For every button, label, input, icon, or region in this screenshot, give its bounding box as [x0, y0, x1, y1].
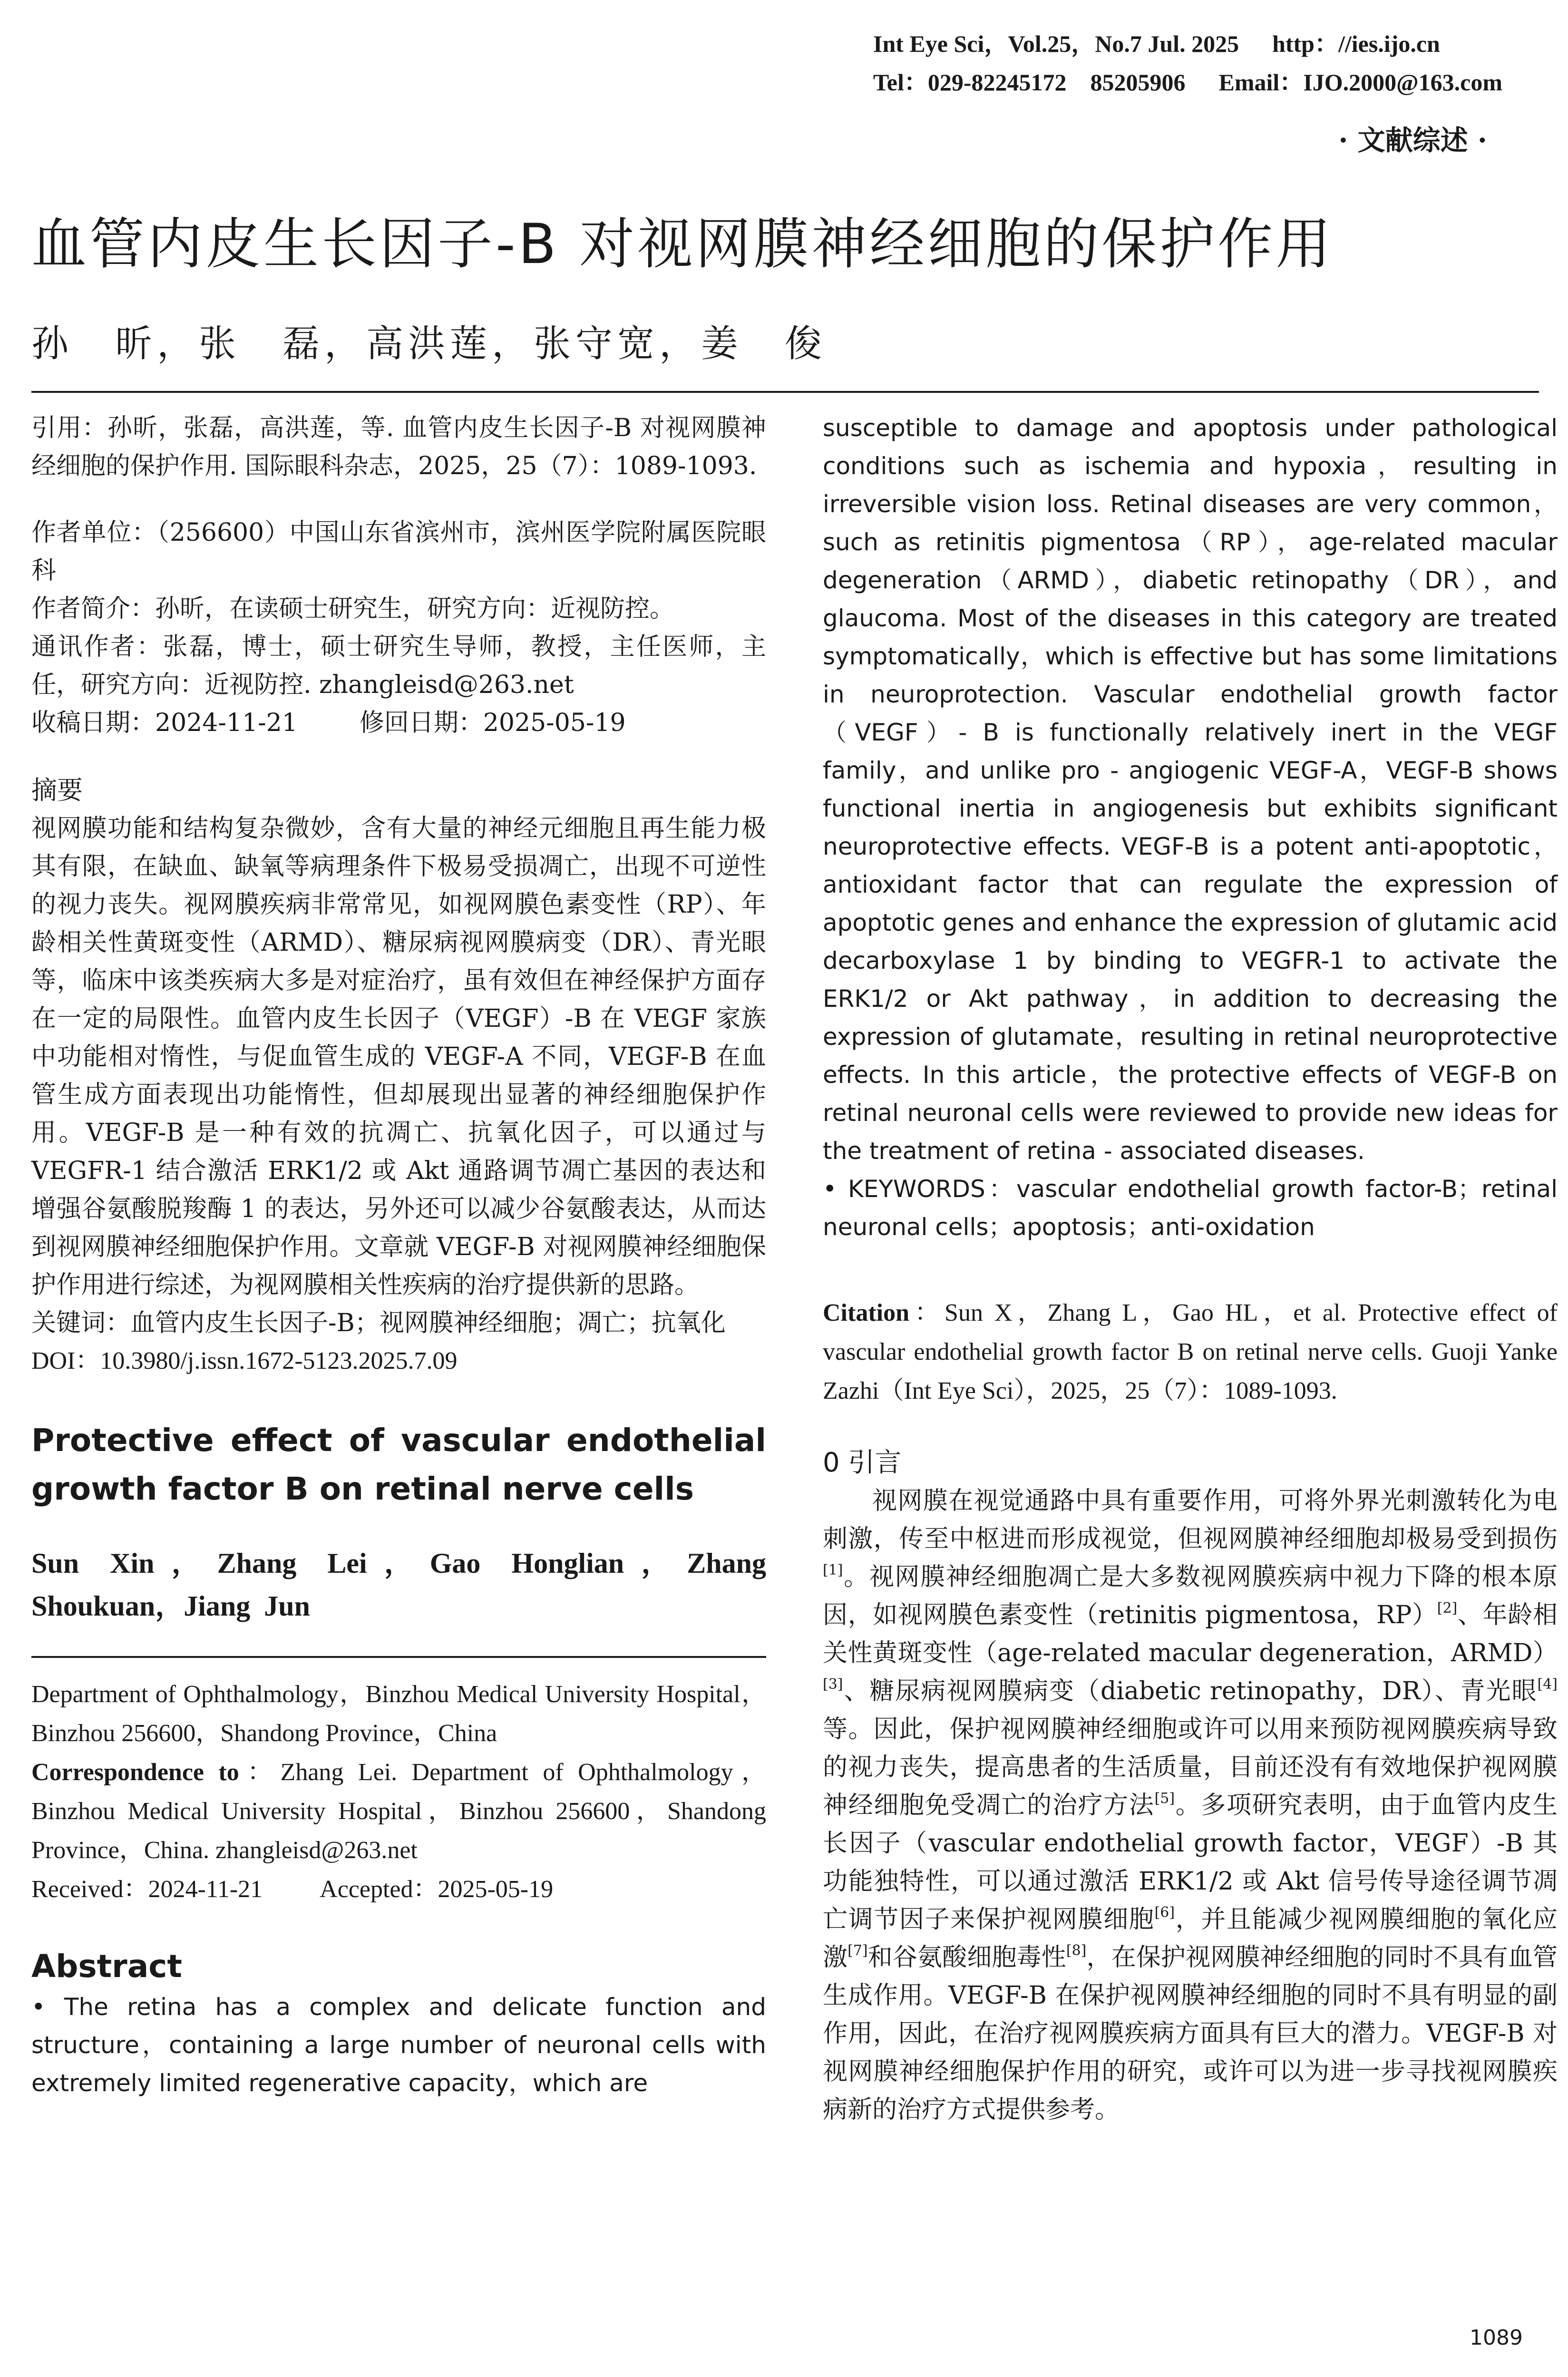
author-bio — [31, 590, 766, 628]
abstract-en-start: • The retina has a complex and delicate function and structure，containing a large number of neuronal cells with extremely limited regenerative capacity，which are — [31, 1993, 766, 2097]
correspondence-text: ：Zhang Lei. Department of Ophthalmology，Binzhou Medical University Hospital，Binzhou 256600，Shandong Province，China. zhangleisd@263.net — [31, 1759, 766, 1864]
affiliation-text: （256600）中国山东省滨州市，滨州医学院附属医院眼科 — [31, 518, 766, 585]
intro-text-5: 等。因此，保护视网膜神经细胞或许可以用来预防视网膜疾病导致的视力丧失，提高患者的生活质量，目前还没有有效地保护视网膜神经细胞免受凋亡的治疗方法 — [823, 1715, 1558, 1820]
citation-en-label: Citation — [823, 1299, 909, 1326]
intro-text-6: 。多项研究表明，由于血管内皮生长因子（vascular endothelial growth factor，VEGF）-B 其功能独特性，可以通过激活 ERK1/2 或 Akt 信号传导途径调节凋亡调节因子来保护视网膜细胞 — [823, 1791, 1558, 1934]
bio-label: 作者简介： — [31, 594, 156, 623]
journal-tel: Tel：029-82245172 85205906 — [873, 69, 1186, 96]
english-received: Received：2024-11-21 — [31, 1876, 263, 1903]
intro-text-9: ，在保护视网膜神经细胞的同时不具有血管生成作用。VEGF-B 在保护视网膜神经细胞的同时不具有明显的副作用，因此，在治疗视网膜疾病方面具有巨大的潜力。VEGF-B 对视网膜神经细胞保护作用的研究，或许可以为进一步寻找视网膜疾病新的治疗方式提供参考。 — [823, 1943, 1558, 2124]
received-date: 收稿日期：2024-11-21 — [31, 709, 298, 737]
correspondence-label: Correspondence to — [31, 1759, 239, 1786]
keywords-en — [823, 1170, 1558, 1246]
journal-header-line2 — [873, 63, 1502, 97]
left-column — [31, 409, 766, 2102]
abstract-en-continued: susceptible to damage and apoptosis under pathological conditions such as ischemia and hypoxia，resulting in irreversible vision loss. Retinal diseases are very common，such as retinitis pigmentosa（RP），age-related macular degeneration（ARMD），diabetic retinopathy（DR），and glaucoma. Most of the diseases in this category are treated symptomatically，which is effective but has some limitations in neuroprotection. Vascular endothelial growth factor（VEGF）- B is functionally relatively inert in the VEGF family，and unlike pro - angiogenic VEGF-A，VEGF-B shows functional inertia in angiogenesis but exhibits significant neuroprotective effects. VEGF-B is a potent anti-apoptotic，antioxidant factor that can regulate the expression of apoptotic genes and enhance the expression of glutamic acid decarboxylase 1 by binding to VEGFR-1 to activate the ERK1/2 or Akt pathway，in addition to decreasing the expression of glutamate，resulting in retinal neuroprotective effects. In this article，the protective effects of VEGF-B on retinal neuronal cells were reviewed to provide new ideas for the treatment of retina - associated diseases. — [823, 414, 1558, 1165]
citation-en — [823, 1294, 1558, 1411]
citation-en-text: ：Sun X，Zhang L，Gao HL，et al. Protective effect of vascular endothelial growth factor B on retinal nerve cells. Guoji Yanke Zazhi（Int Eye Sci），2025，25（7）：1089-1093. — [823, 1299, 1558, 1404]
citation-ref-2[interactable]: [2] — [1437, 1600, 1458, 1617]
citation-ref-7[interactable]: [7] — [847, 1942, 868, 1959]
english-dates — [31, 1870, 766, 1909]
corresponding-author — [31, 628, 766, 704]
keywords-label: 关键词： — [31, 1309, 131, 1337]
citation-text: 孙昕，张磊，高洪莲，等. 血管内皮生长因子-B 对视网膜神经细胞的保护作用. 国际眼科杂志，2025，25（7）：1089-1093. — [31, 414, 766, 480]
keywords-text: 血管内皮生长因子-B；视网膜神经细胞；凋亡；抗氧化 — [130, 1309, 726, 1337]
citation-cn — [31, 409, 766, 485]
citation-label: 引用： — [31, 414, 107, 442]
authors-rule — [31, 1656, 766, 1658]
page-number: 1089 — [1470, 2326, 1523, 2350]
article-title: 血管内皮生长因子-B 对视网膜神经细胞的保护作用 — [31, 212, 1334, 276]
affiliation-label: 作者单位： — [31, 518, 157, 547]
keywords-en-label: • KEYWORDS — [823, 1175, 985, 1203]
citation-ref-6[interactable]: [6] — [1154, 1904, 1175, 1921]
corr-label: 通讯作者： — [31, 633, 163, 661]
intro-text-2: 。视网膜神经细胞凋亡是大多数视网膜疾病中视力下降的根本原因，如视网膜色素变性（retinitis pigmentosa，RP） — [823, 1563, 1558, 1629]
intro-text-4: 、糖尿病视网膜病变（diabetic retinopathy，DR）、青光眼 — [843, 1677, 1538, 1705]
keywords-en-text: ：vascular endothelial growth factor-B；retinal neuronal cells；apoptosis；anti-oxidation — [823, 1175, 1558, 1241]
bio-text: 孙昕，在读硕士研究生，研究方向：近视防控。 — [155, 594, 675, 623]
intro-text-3: 、年龄相关性黄斑变性（age-related macular degeneration，ARMD） — [823, 1601, 1558, 1667]
doi[interactable]: DOI：10.3980/j.issn.1672-5123.2025.7.09 — [31, 1347, 458, 1374]
english-title: Protective effect of vascular endothelial growth factor B on retinal nerve cells — [31, 1422, 766, 1507]
english-affiliation: Department of Ophthalmology，Binzhou Medical University Hospital，Binzhou 256600，Shandong Province，China — [31, 1681, 766, 1747]
revised-date: 修回日期：2025-05-19 — [359, 709, 626, 737]
title-rule — [31, 391, 1539, 393]
citation-ref-5[interactable]: [5] — [1154, 1790, 1175, 1807]
abstract-cn: 视网膜功能和结构复杂微妙，含有大量的神经元细胞且再生能力极其有限，在缺血、缺氧等病理条件下极易受损凋亡，出现不可逆性的视力丧失。视网膜疾病非常常见，如视网膜色素变性（RP）、年龄相关性黄斑变性（ARMD）、糖尿病视网膜病变（DR）、青光眼等，临床中该类疾病大多是对症治疗，虽有效但在神经保护方面存在一定的局限性。血管内皮生长因子（VEGF）-B 在 VEGF 家族中功能相对惰性，与促血管生成的 VEGF-A 不同，VEGF-B 在血管生成方面表现出功能惰性，但却展现出显著的神经细胞保护作用。VEGF-B 是一种有效的抗凋亡、抗氧化因子，可以通过与 VEGFR-1 结合激活 ERK1/2 或 Akt 通路调节凋亡基因的表达和增强谷氨酸脱羧酶 1 的表达，另外还可以减少谷氨酸表达，从而达到视网膜神经细胞保护作用。文章就 VEGF-B 对视网膜神经细胞保护作用进行综述，为视网膜相关性疾病的治疗提供新的思路。 — [31, 814, 766, 1299]
right-column — [823, 409, 1558, 2129]
affiliation-cn — [31, 514, 766, 590]
english-authors: Sun Xin，Zhang Lei，Gao Honglian，Zhang Shoukuan，Jiang Jun — [31, 1548, 766, 1622]
dates-cn — [31, 704, 766, 742]
corr-text: 张磊，博士，硕士研究生导师，教授，主任医师，主任，研究方向：近视防控. zhangleisd@263.net — [31, 633, 766, 699]
abstract-heading-cn: 摘要 — [31, 775, 83, 805]
citation-ref-4[interactable]: [4] — [1537, 1676, 1558, 1693]
citation-ref-8[interactable]: [8] — [1066, 1942, 1087, 1959]
intro-paragraph — [823, 1482, 1558, 2129]
english-correspondence — [31, 1753, 766, 1870]
journal-url[interactable]: http：//ies.ijo.cn — [1272, 30, 1440, 57]
journal-email[interactable]: Email：IJO.2000@163.com — [1218, 69, 1502, 96]
authors-cn: 孙 昕，张 磊，高洪莲，张守宽，姜 俊 — [31, 322, 827, 365]
journal-header-line1 — [873, 25, 1440, 59]
citation-ref-3[interactable]: [3] — [823, 1676, 843, 1693]
citation-ref-1[interactable]: [1] — [823, 1562, 843, 1578]
abstract-heading-en: Abstract — [31, 1948, 182, 1985]
intro-text-8: 和谷氨酸细胞毒性 — [867, 1943, 1066, 1972]
journal-name: Int Eye Sci，Vol.25，No.7 Jul. 2025 — [873, 30, 1239, 57]
keywords-cn — [31, 1304, 766, 1342]
english-accepted: Accepted：2025-05-19 — [320, 1876, 554, 1903]
intro-text-7: ，并且能减少视网膜细胞的氧化应激 — [823, 1905, 1558, 1972]
intro-text-1: 视网膜在视觉通路中具有重要作用，可将外界光刺激转化为电刺激，传至中枢进而形成视觉，但视网膜神经细胞却极易受到损伤 — [823, 1487, 1558, 1553]
section-label: · 文献综述 · — [1338, 124, 1487, 156]
intro-heading: 0 引言 — [823, 1447, 902, 1478]
